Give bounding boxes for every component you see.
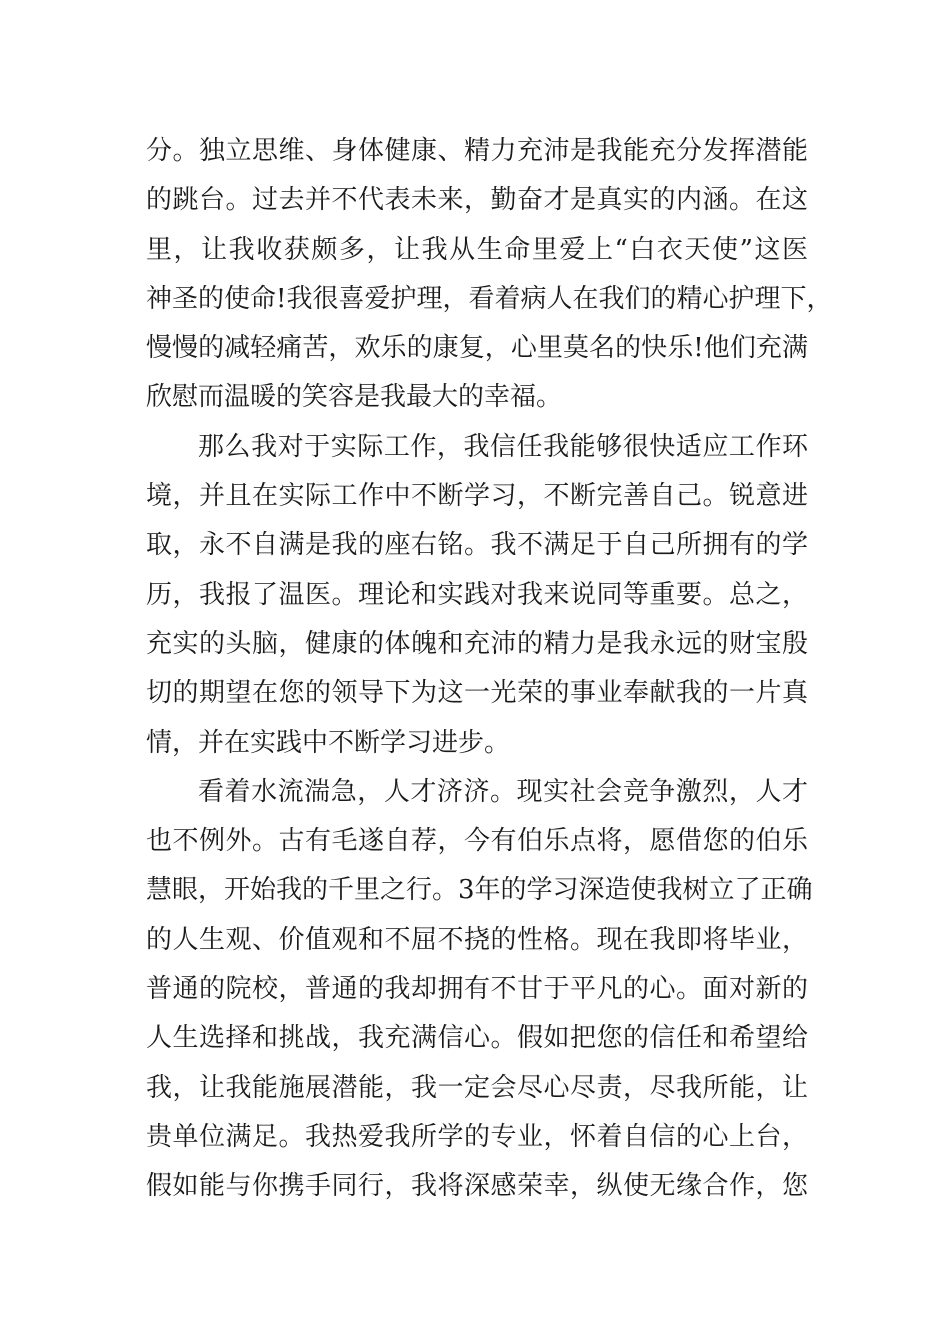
text-line: 欣慰而温暖的笑容是我最大的幸福。 bbox=[146, 382, 563, 413]
text-line: 假如能与你携手同行，我将深感荣幸，纵使无缘合作，您 bbox=[146, 1171, 808, 1202]
text-line: 看着水流湍急，人才济济。现实社会竞争激烈，人才 bbox=[198, 776, 808, 807]
text-line: 慧眼，开始我的千里之行。3年的学习深造使我树立了正确 bbox=[146, 875, 813, 906]
text-line: 人生选择和挑战，我充满信心。假如把您的信任和希望给 bbox=[146, 1023, 808, 1054]
text-line: 贵单位满足。我热爱我所学的专业，怀着自信的心上台， bbox=[146, 1121, 808, 1152]
text-line: 那么我对于实际工作，我信任我能够很快适应工作环 bbox=[198, 431, 808, 462]
document-body bbox=[146, 127, 833, 1212]
text-line: 也不例外。古有毛遂自荐，今有伯乐点将，愿借您的伯乐 bbox=[146, 826, 808, 857]
text-line: 历，我报了温医。理论和实践对我来说同等重要。总之， bbox=[146, 579, 808, 610]
text-line: 取，永不自满是我的座右铭。我不满足于自己所拥有的学 bbox=[146, 530, 808, 561]
text-line: 充实的头脑，健康的体魄和充沛的精力是我永远的财宝殷 bbox=[146, 628, 808, 659]
text-line: 的跳台。过去并不代表未来，勤奋才是真实的内涵。在这 bbox=[146, 185, 808, 216]
text-line: 我，让我能施展潜能，我一定会尽心尽责，尽我所能，让 bbox=[146, 1072, 808, 1103]
text-line: 分。独立思维、身体健康、精力充沛是我能充分发挥潜能 bbox=[146, 136, 808, 166]
text-line: 神圣的使命!我很喜爱护理，看着病人在我们的精心护理下， bbox=[146, 283, 833, 314]
text-line: 里，让我收获颇多，让我从生命里爱上“白衣天使”这医 bbox=[146, 234, 808, 265]
text-line: 情，并在实践中不断学习进步。 bbox=[146, 727, 511, 758]
text-line: 慢慢的减轻痛苦，欢乐的康复，心里莫名的快乐!他们充满 bbox=[146, 333, 808, 364]
text-line: 境，并且在实际工作中不断学习，不断完善自己。锐意进 bbox=[146, 481, 808, 512]
text-line: 普通的院校，普通的我却拥有不甘于平凡的心。面对新的 bbox=[146, 974, 808, 1005]
text-line: 切的期望在您的领导下为这一光荣的事业奉献我的一片真 bbox=[146, 678, 808, 709]
text-line: 的人生观、价值观和不屈不挠的性格。现在我即将毕业， bbox=[146, 924, 808, 955]
